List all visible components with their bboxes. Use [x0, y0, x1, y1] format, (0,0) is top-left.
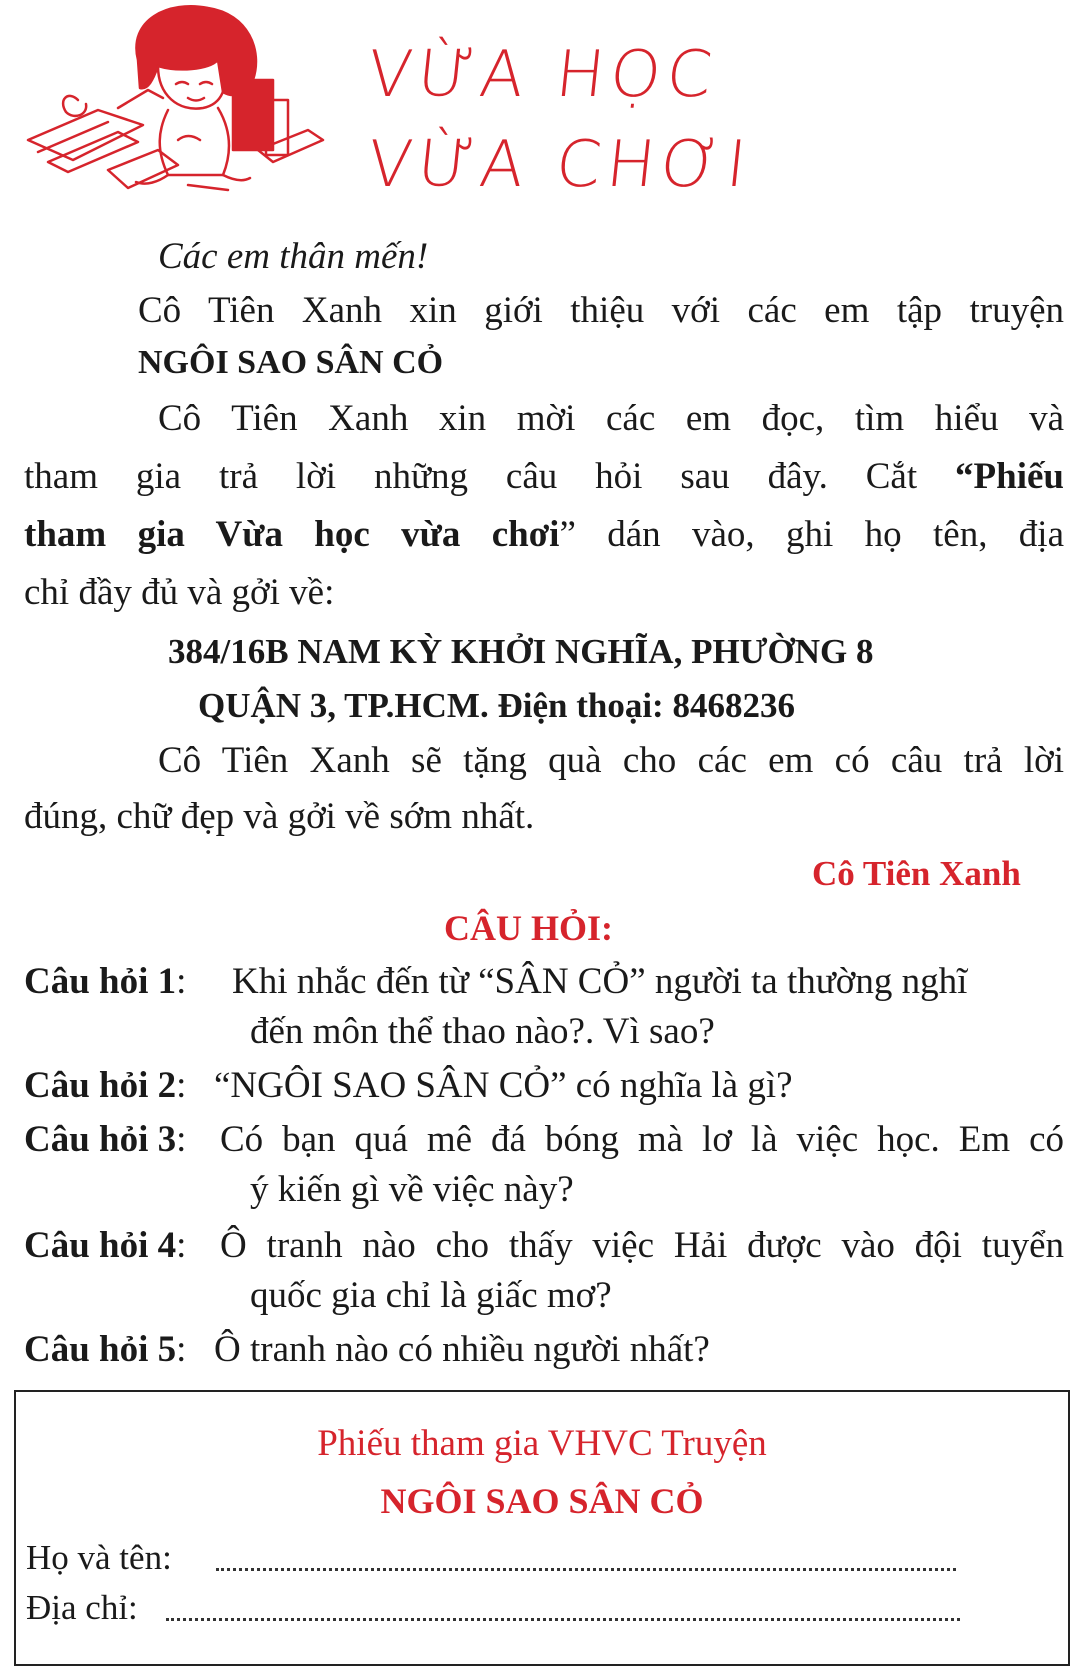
intro-paragraph-2-line-4: chỉ đầy đủ và gởi về:: [24, 572, 335, 613]
address-field-label: Địa chỉ:: [26, 1588, 138, 1627]
question-3-line-1: Có bạn quá mê đá bóng mà lơ là việc học. Em có: [220, 1119, 1064, 1160]
p2-line3-bold: tham gia Vừa học vừa chơi: [24, 514, 560, 555]
intro-paragraph-1: Cô Tiên Xanh xin giới thiệu với các em tập truyện: [138, 290, 1064, 331]
p2-line2-bold: “Phiếu: [955, 456, 1064, 497]
question-3-label: Câu hỏi 3:: [24, 1119, 187, 1160]
question-4-line-2: quốc gia chỉ là giấc mơ?: [250, 1275, 612, 1316]
intro-paragraph-2-line-1: Cô Tiên Xanh xin mời các em đọc, tìm hiểu và: [158, 398, 1064, 439]
question-1-label: Câu hỏi 1:: [24, 961, 187, 1002]
name-field[interactable]: [216, 1568, 956, 1571]
title-line-1: VỪA HỌC: [364, 38, 722, 112]
intro-paragraph-3-line-2: đúng, chữ đẹp và gởi về sớm nhất.: [24, 796, 535, 837]
question-2-line-1: “NGÔI SAO SÂN CỎ” có nghĩa là gì?: [214, 1065, 793, 1106]
participation-form: [14, 1390, 1070, 1666]
question-1-line-1: Khi nhắc đến từ “SÂN CỎ” người ta thường nghĩ: [232, 961, 968, 1002]
name-field-label: Họ và tên:: [26, 1538, 172, 1577]
form-book-title: NGÔI SAO SÂN CỎ: [380, 1481, 704, 1521]
intro-paragraph-3-line-1: Cô Tiên Xanh sẽ tặng quà cho các em có câu trả lời: [158, 740, 1064, 781]
question-4-line-1: Ô tranh nào cho thấy việc Hải được vào đội tuyển: [220, 1225, 1064, 1266]
question-4-label: Câu hỏi 4:: [24, 1225, 187, 1266]
p2-line2-text: tham gia trả lời những câu hỏi sau đây. Cắt: [24, 456, 956, 497]
question-5-line-1: Ô tranh nào có nhiều người nhất?: [214, 1329, 710, 1370]
questions-heading: CÂU HỎI:: [444, 908, 613, 948]
address-line-1: 384/16B NAM KỲ KHỞI NGHĨA, PHƯỜNG 8: [168, 632, 874, 671]
intro-paragraph-2-line-3: [24, 516, 1064, 553]
girl-reading-illustration: [18, 0, 338, 200]
p2-line3-text: ” dán vào, ghi họ tên, địa: [559, 514, 1064, 555]
book-title: NGÔI SAO SÂN CỎ: [138, 344, 444, 381]
question-5-label: Câu hỏi 5:: [24, 1329, 187, 1370]
form-title: Phiếu tham gia VHVC Truyện: [317, 1423, 767, 1464]
title-line-2: VỪA CHƠI: [364, 128, 756, 202]
signature: Cô Tiên Xanh: [812, 854, 1021, 893]
intro-paragraph-2-line-2: [24, 458, 1064, 495]
question-1-line-2: đến môn thể thao nào?. Vì sao?: [250, 1011, 715, 1052]
address-line-2: QUẬN 3, TP.HCM. Điện thoại: 8468236: [198, 686, 795, 725]
greeting: Các em thân mến!: [158, 236, 429, 277]
address-field[interactable]: [166, 1618, 960, 1621]
question-3-line-2: ý kiến gì về việc này?: [250, 1169, 574, 1210]
question-2-label: Câu hỏi 2:: [24, 1065, 187, 1106]
